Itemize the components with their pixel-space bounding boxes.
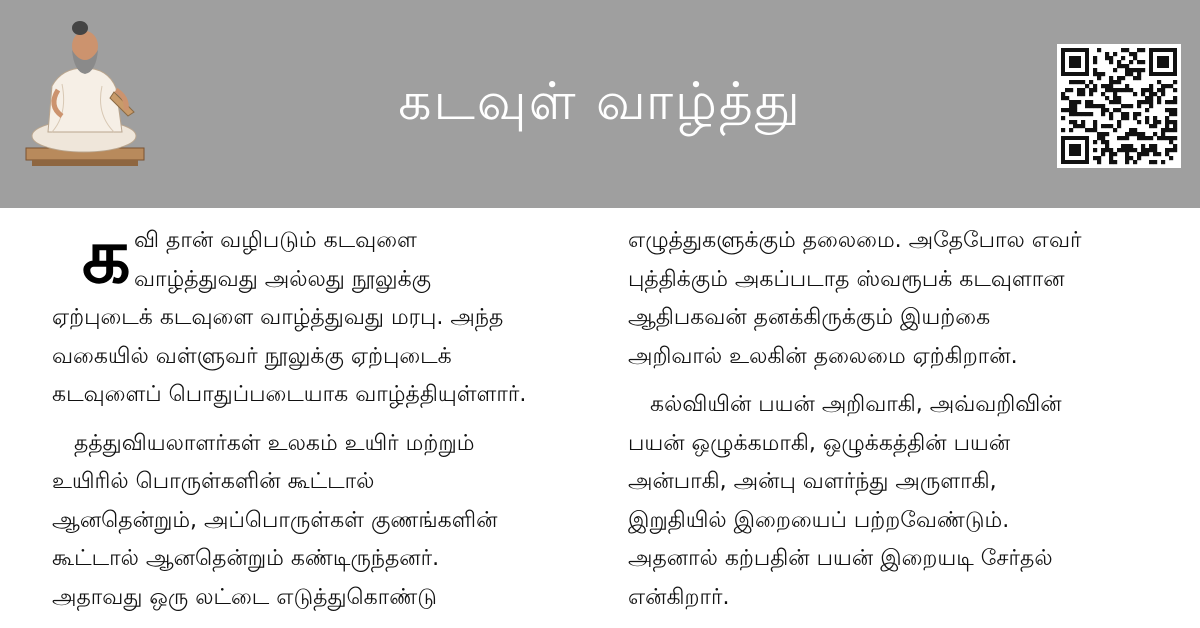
text-line: உயிரில் பொருள்களின் கூட்டால் xyxy=(52,469,375,494)
text-line: வி தான் வழிபடும் கடவுளை xyxy=(134,228,417,253)
text-line: ஏற்புடைக் கடவுளை வாழ்த்துவது மரபு. அந்த xyxy=(52,305,504,330)
text-line: அறிவால் உலகின் தலைமை ஏற்கிறான். xyxy=(628,343,1018,369)
text-line: ஆதிபகவன் தனக்கிருக்கும் இயற்கை xyxy=(628,305,991,330)
text-line: இறுதியில் இறையைப் பற்றவேண்டும். xyxy=(628,507,1010,533)
header-banner xyxy=(0,0,1200,208)
text-line: வகையில் வள்ளுவர் நூலுக்கு ஏற்புடைக் xyxy=(52,343,452,369)
text-line: வாழ்த்துவது அல்லது நூலுக்கு xyxy=(134,266,432,292)
text-line: என்கிறார். xyxy=(628,584,730,610)
text-line: கல்வியின் பயன் அறிவாகி, அவ்வறிவின் xyxy=(650,392,1062,417)
drop-cap-letter: க xyxy=(82,211,131,300)
text-line: அதாவது ஒரு லட்டை எடுத்துகொண்டு xyxy=(52,584,437,610)
thiruvalluvar-figure-image xyxy=(22,14,150,170)
text-line: அதனால் கற்பதின் பயன் இறையடி சேர்தல் xyxy=(628,546,1053,571)
thiruvalluvar-illustration-icon xyxy=(22,14,150,170)
qr-code-icon xyxy=(1057,44,1181,168)
text-line: தத்துவியலாளர்கள் உலகம் உயிர் மற்றும் xyxy=(74,430,475,456)
page-title: கடவுள் வாழ்த்து xyxy=(398,72,802,132)
text-line: ஆனதென்றும், அப்பொருள்கள் குணங்களின் xyxy=(52,507,498,533)
text-line: புத்திக்கும் அகப்படாத ஸ்வரூபக் கடவுளான xyxy=(628,266,1065,292)
right-text-column xyxy=(628,208,1168,628)
text-line: கடவுளைப் பொதுப்படையாக வாழ்த்தியுள்ளார். xyxy=(52,382,527,407)
text-line: பயன் ஒழுக்கமாகி, ஒழுக்கத்தின் பயன் xyxy=(628,430,1011,456)
text-line: எழுத்துகளுக்கும் தலைமை. அதேபோல எவர் xyxy=(628,228,1082,253)
text-line: கூட்டால் ஆனதென்றும் கண்டிருந்தனர். xyxy=(52,546,440,571)
text-line: அன்பாகி, அன்பு வளர்ந்து அருளாகி, xyxy=(628,469,997,494)
left-text-column xyxy=(52,208,572,628)
